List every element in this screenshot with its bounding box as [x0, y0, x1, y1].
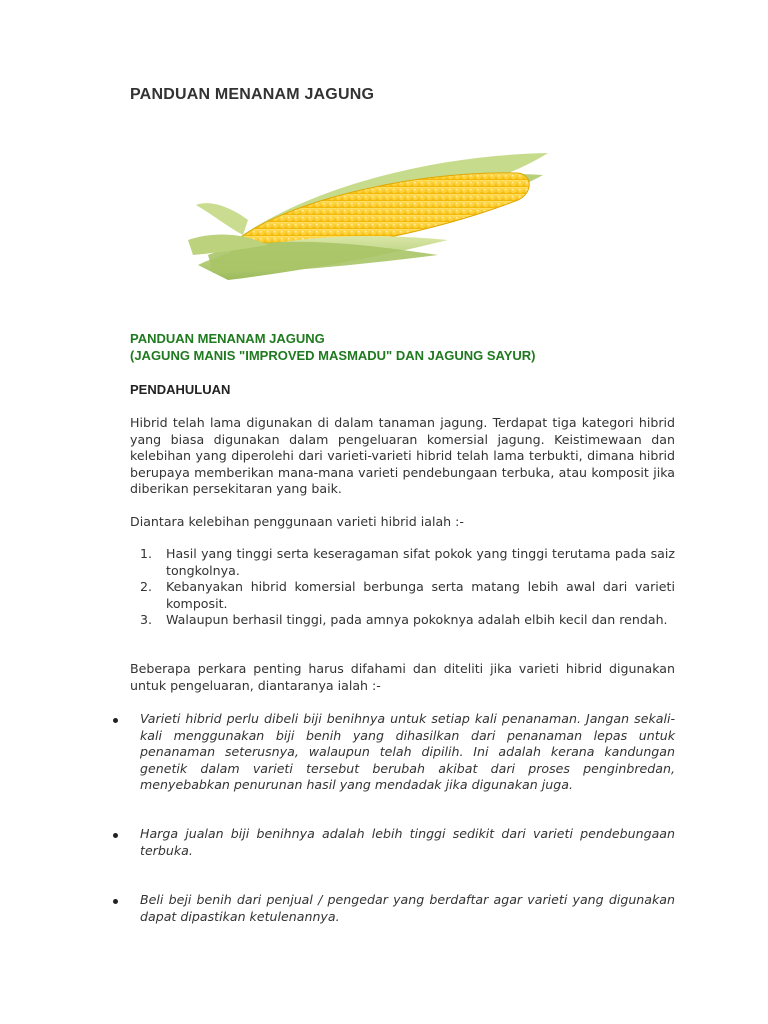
bullet-item [113, 711, 675, 794]
bullet-dot [113, 899, 118, 904]
bullet-text: Beli beji benih dari penjual / pengedar yang berdaftar agar varieti yang digunakan dapat dipastikan ketulenannya. [140, 892, 675, 924]
bullet-text: Varieti hibrid perlu dibeli biji benihnya untuk setiap kali penanaman. Jangan sekali-kali menggunakan biji benih yang dihasilkan dari penanaman lepas untuk penanaman seterusnya, walaupun telah dipilih. Ini adalah kerana kandungan genetik dalam varieti tersebut berubah akibat dari proses penginbredan, menyebabkan penurunan hasil yang mendadak jika digunakan juga. [140, 711, 675, 792]
bullet-text: Harga jualan biji benihnya adalah lebih tinggi sedikit dari varieti pendebungaan terbuka. [140, 826, 675, 858]
green-title-line-2: (JAGUNG MANIS "IMPROVED MASMADU" DAN JAGUNG SAYUR) [130, 348, 536, 363]
list-item [130, 612, 675, 629]
list-number: 1. [140, 546, 153, 561]
corn-cob-image [188, 145, 560, 285]
list-text: Hasil yang tinggi serta keseragaman sifat pokok yang tinggi terutama pada saiz tongkolnya. [166, 546, 675, 578]
green-title-line-1: PANDUAN MENANAM JAGUNG [130, 331, 325, 346]
bullet-dot [113, 718, 118, 723]
list-number: 2. [140, 579, 153, 594]
list-item [130, 546, 675, 579]
list-text: Walaupun berhasil tinggi, pada amnya pokoknya adalah elbih kecil dan rendah. [166, 612, 668, 627]
considerations-lead: Beberapa perkara penting harus difahami dan diteliti jika varieti hibrid digunakan untuk pengeluaran, diantaranya ialah :- [130, 661, 675, 693]
bullet-item [113, 892, 675, 925]
bullet-item [113, 826, 675, 859]
section-heading: PENDAHULUAN [130, 382, 231, 397]
advantages-list [130, 546, 675, 629]
list-item [130, 579, 675, 612]
list-text: Kebanyakan hibrid komersial berbunga serta matang lebih awal dari varieti komposit. [166, 579, 675, 611]
bullet-dot [113, 833, 118, 838]
intro-paragraph: Hibrid telah lama digunakan di dalam tanaman jagung. Terdapat tiga kategori hibrid yang biasa digunakan dalam pengeluaran komersial jagung. Keistimewaan dan kelebihan yang diperolehi dari varieti-varieti hibrid telah lama terbukti, dimana hibrid berupaya memberikan mana-mana varieti pendebungaan terbuka, atau komposit jika diberikan persekitaran yang baik. [130, 415, 675, 496]
advantages-lead: Diantara kelebihan penggunaan varieti hibrid ialah :- [130, 514, 464, 529]
list-number: 3. [140, 612, 153, 627]
document-title: PANDUAN MENANAM JAGUNG [130, 86, 375, 103]
